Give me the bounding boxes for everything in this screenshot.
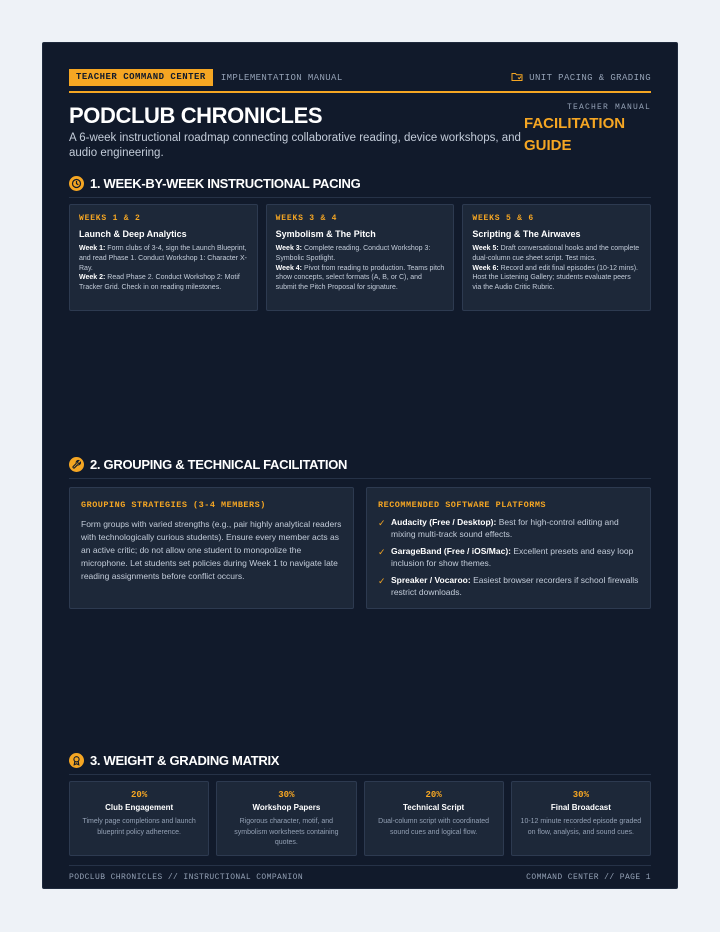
week-card-body	[79, 244, 248, 293]
week-text: Complete reading. Conduct Workshop 3: Symbolic Spotlight.	[275, 245, 431, 262]
grade-card	[364, 781, 504, 856]
list-item	[378, 546, 639, 569]
software-desc: Excellent presets and easy loop inclusion for show themes.	[391, 546, 634, 568]
week-card-title: Symbolism & The Pitch	[275, 229, 376, 239]
manual-page	[42, 42, 678, 889]
week-label: Week 3:	[275, 245, 303, 252]
week-label: Week 6:	[472, 264, 499, 272]
section-title: 1. WEEK-BY-WEEK INSTRUCTIONAL PACING	[90, 175, 361, 191]
grade-weight: 30%	[278, 790, 295, 800]
header-divider	[69, 91, 651, 93]
grade-desc: Rigorous character, motif, and symbolism worksheets containing quotes.	[234, 818, 339, 846]
week-card-body	[276, 244, 445, 293]
page-subtitle: A 6-week instructional roadmap connecting collaborative reading, device workshops, and audio engineering.	[69, 132, 521, 159]
software-desc: Best for high-control editing and mixing multi-track sound effects.	[391, 517, 619, 539]
section-grouping	[69, 454, 651, 609]
footer-divider	[69, 865, 651, 866]
section-title: 3. WEIGHT & GRADING MATRIX	[90, 752, 280, 768]
grade-name: Club Engagement	[105, 803, 174, 812]
weeks-label: WEEKS 1 & 2	[79, 214, 141, 223]
unit-pacing-label: UNIT PACING & GRADING	[529, 72, 651, 83]
week-card-body	[472, 244, 641, 293]
grade-name: Technical Script	[403, 803, 465, 812]
software-list	[378, 517, 639, 598]
grade-weight: 20%	[425, 790, 442, 800]
manual-label: IMPLEMENTATION MANUAL	[220, 72, 343, 83]
week-label: Week 4:	[275, 264, 303, 272]
top-right-label	[511, 71, 651, 85]
week-text: Read Phase 2. Conduct Workshop 2: Motif Tracker Grid. Check in on reading milestones.	[79, 274, 240, 292]
grade-card	[511, 781, 651, 856]
grade-desc: 10-12 minute recorded episode graded on flow, analysis, and sound cues.	[520, 818, 642, 836]
folder-icon	[511, 71, 523, 85]
grouping-body: Form groups with varied strengths (e.g., pair highly analytical readers with technologically curious students). Ensure every member acts as an active critic; do not allow one student to monopolize the microphone. Let students set policies during Week 1 to navigate late reading assignments before conflict occurs.	[81, 519, 342, 581]
checkmark-icon: ✓	[378, 576, 386, 586]
teacher-manual-label: TEACHER MANUAL	[566, 103, 651, 112]
week-label: Week 5:	[472, 245, 499, 252]
page-title: PODCLUB CHRONICLES	[69, 103, 323, 128]
section-divider	[69, 197, 651, 198]
grade-name: Final Broadcast	[550, 803, 611, 812]
grade-weight: 30%	[572, 790, 589, 800]
week-card	[266, 204, 455, 311]
footer	[69, 873, 651, 882]
software-card	[366, 487, 651, 609]
weeks-label: WEEKS 3 & 4	[275, 214, 338, 223]
week-text: Draft conversational hooks and the complete dual-column cue sheet script. Test mics.	[472, 245, 640, 262]
week-card-title: Scripting & The Airwaves	[472, 229, 581, 239]
guide-title: GUIDE	[524, 137, 572, 154]
section-divider	[69, 478, 651, 479]
software-label: RECOMMENDED SOFTWARE PLATFORMS	[378, 500, 547, 510]
section-divider	[69, 774, 651, 775]
command-center-badge: TEACHER COMMAND CENTER	[69, 69, 213, 86]
week-card	[462, 204, 651, 311]
grouping-label: GROUPING STRATEGIES (3-4 MEMBERS)	[81, 500, 266, 510]
award-icon	[69, 753, 84, 768]
grade-desc: Timely page completions and launch blueprint policy adherence.	[82, 818, 196, 836]
week-card-title: Launch & Deep Analytics	[79, 229, 187, 239]
week-label: Week 1:	[79, 245, 106, 252]
software-desc: Easiest browser recorders if school firewalls restrict downloads.	[391, 575, 639, 597]
week-label: Week 2:	[79, 274, 106, 282]
grade-name: Workshop Papers	[252, 803, 321, 812]
software-name: Spreaker / Vocaroo:	[391, 575, 471, 585]
checkmark-icon: ✓	[378, 518, 386, 528]
wrench-icon	[69, 457, 84, 472]
software-name: GarageBand (Free / iOS/Mac):	[391, 546, 511, 556]
weeks-label: WEEKS 5 & 6	[472, 214, 534, 223]
grouping-card	[69, 487, 354, 609]
week-text: Pivot from reading to production. Teams pitch show concepts, select formats (A, B, or C), and submit the Pitch Proposal for signature.	[275, 264, 445, 292]
software-name: Audacity (Free / Desktop):	[391, 517, 497, 527]
hero	[69, 101, 651, 167]
facilitation-title: FACILITATION	[524, 115, 626, 132]
top-bar	[69, 69, 651, 86]
list-item	[378, 517, 639, 540]
week-card	[69, 204, 258, 311]
footer-right: COMMAND CENTER // PAGE 1	[526, 873, 651, 882]
grade-weight: 20%	[131, 790, 148, 800]
week-text: Record and edit final episodes (10-12 mins). Host the Listening Gallery; students evaluate peers via the Audio Critic Rubric.	[472, 264, 638, 292]
week-text: Form clubs of 3-4, sign the Launch Blueprint, and read Phase 1. Conduct Workshop 1: Character X-Ray.	[79, 245, 247, 272]
section-title: 2. GROUPING & TECHNICAL FACILITATION	[90, 456, 348, 472]
list-item	[378, 575, 639, 598]
checkmark-icon: ✓	[378, 547, 386, 557]
grade-card	[69, 781, 209, 856]
section-pacing	[69, 173, 651, 311]
footer-left: PODCLUB CHRONICLES // INSTRUCTIONAL COMPANION	[69, 873, 304, 882]
grade-desc: Dual-column script with coordinated sound cues and logical flow.	[378, 818, 490, 836]
grade-card	[216, 781, 356, 856]
clock-icon	[69, 176, 84, 191]
section-grading	[69, 750, 651, 856]
